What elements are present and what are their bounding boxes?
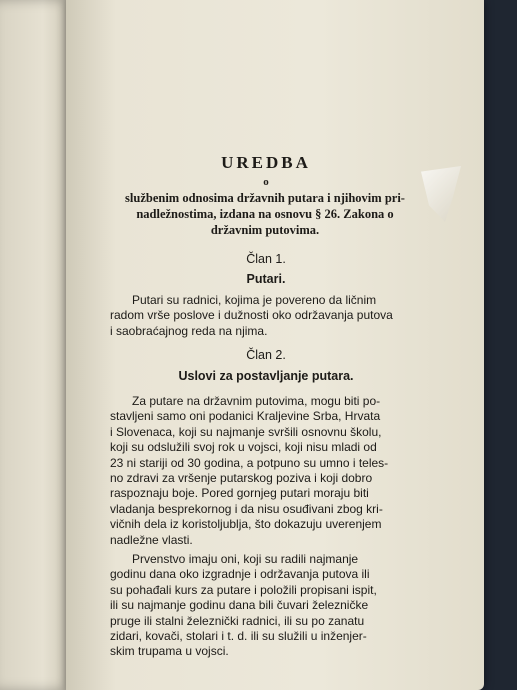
paragraph [110,552,418,660]
document-title: UREDBA [221,153,311,172]
paper-tear [421,166,461,222]
text-line: i saobraćajnog reda na njima. [110,323,268,338]
text-line: stavljeni samo oni podanici Kraljevine Srba, Hrvata [110,409,381,424]
text-line: zidari, kovači, stolari i t. d. ili su služili u inženjer- [110,629,367,644]
text-line: Putari su radnici, kojima je povereno da ličnim [132,293,377,307]
text-line: koji su odslužili svoj rok u vojsci, koji nisu mladi od [110,440,377,455]
paragraph [110,394,418,548]
text-line: radom vrše poslove i dužnosti oko održavanja putova [110,308,393,323]
page-text [76,0,476,690]
section-number: Član 2. [246,348,286,362]
text-line: 23 ni stariji od 30 godina, a potpuno su umno i teles- [110,455,389,470]
text-line: vičnih dela iz koristoljublja, što dokazuju uverenjem [110,517,382,532]
title-conjunction: o [263,176,269,188]
document-subtitle: službenim odnosima državnih putara i njihovim pri-nadležnostima, izdana na osnovu § 26. Zakona o državnim putovima. [125,191,405,237]
text-line: nadležne vlasti. [110,532,193,547]
text-line: Prvenstvo imaju oni, koji su radili najmanje [132,552,359,566]
text-line: skim trupama u vojsci. [110,644,229,659]
paragraph [110,293,418,339]
text-line: Za putare na državnim putovima, mogu biti po- [132,394,381,408]
text-line: i Slovenaca, koji su najmanje svršili osnovnu školu, [110,424,382,439]
section-number: Član 1. [246,252,286,266]
text-line: raspoznaju boje. Pored gornjeg putari moraju biti [110,486,369,501]
text-line: su pohađali kurs za putare i položili propisani ispit, [110,582,377,597]
text-line: pruge ili stalni železnički radnici, ili su po zanatu [110,613,365,628]
text-line: ili su najmanje godinu dana bili čuvari železničke [110,598,369,613]
section-heading: Uslovi za postavljanje putara. [178,369,354,383]
section-heading: Putari. [246,272,286,286]
text-line: godinu dana oko izgradnje i održavanja putova ili [110,567,370,582]
text-line: vladanja besprekornog i da nisu osuđivani zbog kri- [110,501,383,516]
text-line: no zdravi za vršenje putarskog poziva i koji dobro [110,471,373,486]
